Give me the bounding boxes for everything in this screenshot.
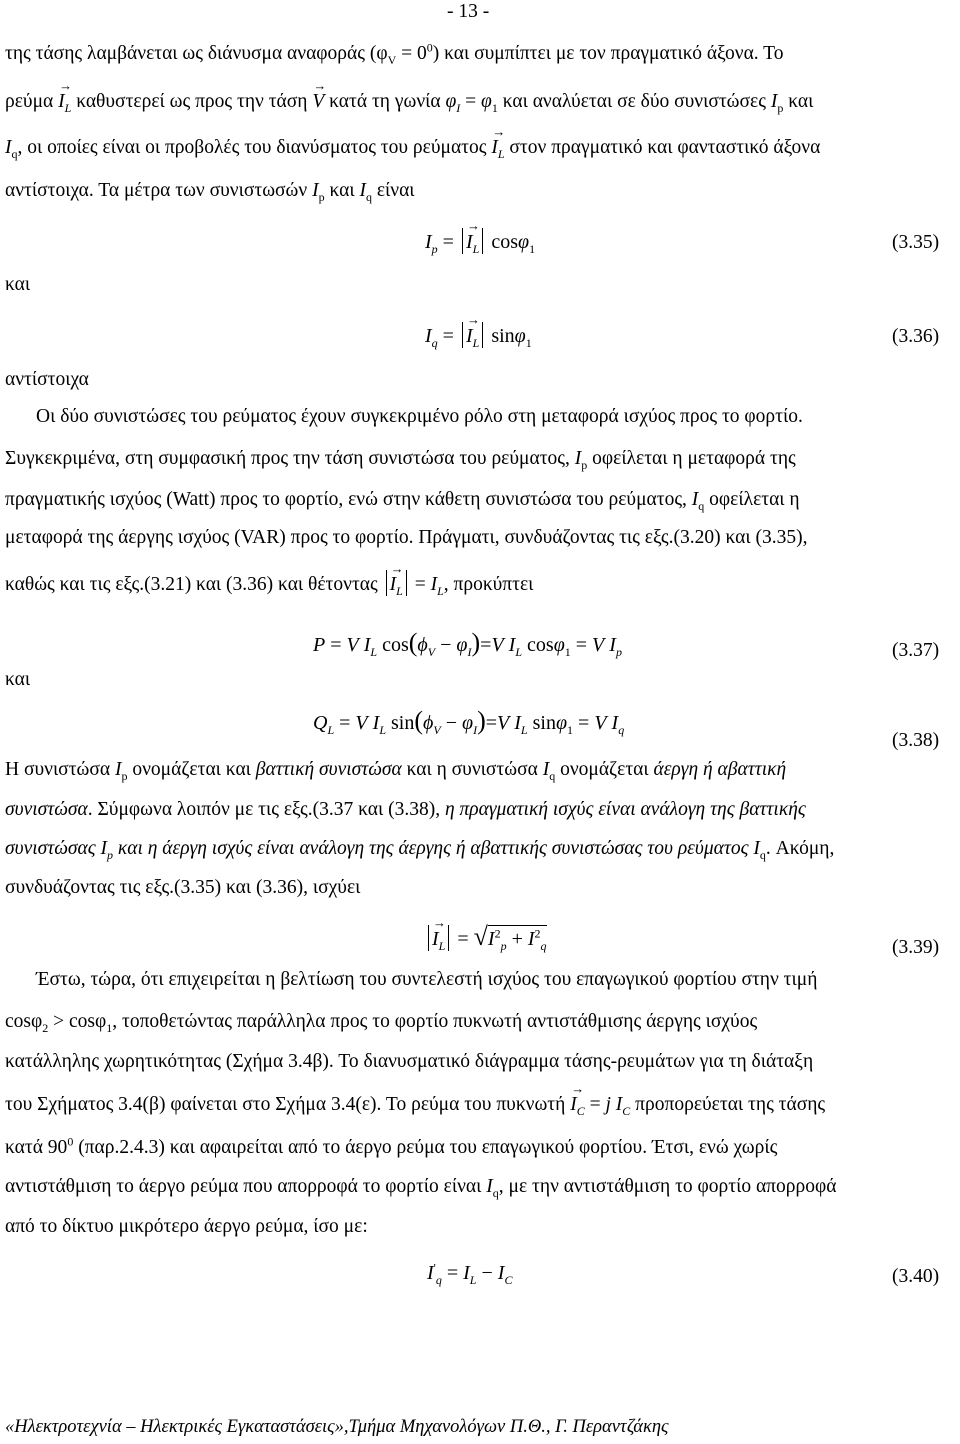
text-line: αντιστάθμιση το άεργο ρεύμα που απορροφά το φορτίο είναι $I_q$, με την αντιστάθμιση το φορτίο απορροφά bbox=[5, 1176, 837, 1200]
equation-number: (3.36) bbox=[892, 326, 940, 347]
text-line: $I_q$, οι οποίες είναι οι προβολές του διανύσματος του $\rho\varepsilon ύ\mu\alpha\tau o\varsigma \to I_L$ στον πραγματικό και φανταστικό άξονα bbox=[5, 138, 820, 158]
text-line: συνιστώσα. Σύμφωνα λοιπόν με τις εξς.(3.37 και (3.38), η πραγματική ισχύς είναι ανάλογη της βαττικής bbox=[5, 799, 806, 820]
equation-3-39: → $I_L = √I^2_p + I^2_q$ bbox=[425, 922, 547, 952]
text-line: Οι δύο συνιστώσες του ρεύματος έχουν συγκεκριμένο ρόλο στη μεταφορά ισχύος προς το φορτίο. bbox=[36, 406, 803, 427]
page-footer: «Ηλεκτροτεχνία – Ηλεκτρικές Εγκαταστάσεις»,Τμήμα Μηχανολόγων Π.Θ., Γ. Περαντζάκης bbox=[5, 1417, 669, 1437]
equation-3-36: $I_q$ = → $I_L$ sinφ$_1$ bbox=[425, 322, 532, 348]
equation-number: (3.39) bbox=[892, 937, 940, 958]
connective-text: και bbox=[5, 274, 31, 295]
equation-number: (3.35) bbox=[892, 232, 940, 253]
equation-3-38: $Q_L = V$ $I_L$ $\sin(\phi_V - \varphi_I)=V$ $I_L$ sinφ$_1$ = V $I_q$ bbox=[313, 706, 625, 737]
text-line: καθώς και τις εξς.(3.21) και (3.36) και $\theta έ\tau o\nu\tau\alpha\varsigma \to I_L = I_L$, προκύπτει bbox=[5, 570, 533, 596]
text-line: συνδυάζοντας τις εξς.(3.35) και (3.36), ισχύει bbox=[5, 877, 361, 898]
text-line: του Σχήματος 3.4(β) φαίνεται στο Σχήμα 3.4(ε). Το ρεύμα του $\pi\upsilon\kappa\nu\omega\tau ή \to I_C = j$ $I_C$ προπορεύεται της τάσης bbox=[5, 1095, 825, 1115]
connective-text: αντίστοιχα bbox=[5, 369, 89, 390]
text-line: Συγκεκριμένα, στη συμφασική προς την τάση συνιστώσα του ρεύματος, $I_p$ οφείλεται η μεταφορά της bbox=[5, 448, 796, 472]
equation-number: (3.37) bbox=[892, 640, 940, 661]
equation-number: (3.38) bbox=[892, 730, 940, 751]
equation-3-35: $I_p$ = → $I_L$ cosφ$_1$ bbox=[425, 228, 535, 254]
text-line: της τάσης λαμβάνεται ως διάνυσμα αναφοράς $(\varphi_V = 0^0)$ και συμπίπτει με τον πραγματικό άξονα. Το bbox=[5, 40, 784, 67]
text-line: cosφ$_2$ > cosφ$_1$, τοποθετώντας παράλληλα προς το φορτίο πυκνωτή αντιστάθμισης άεργης ισχύος bbox=[5, 1011, 758, 1035]
equation-number: (3.40) bbox=[892, 1266, 940, 1287]
text-line: κατάλληλης χωρητικότητας (Σχήμα 3.4β). Το διανυσματικό διάγραμμα τάσης-ρευμάτων για τη διάταξη bbox=[5, 1051, 814, 1072]
equation-3-40: $I'_q = I_L - I_C$ bbox=[427, 1260, 513, 1287]
text-line: Η συνιστώσα $I_p$ ονομάζεται και βαττική συνιστώσα και η συνιστώσα $I_q$ ονομάζεται άεργη ή αβαττική bbox=[5, 759, 787, 783]
page-number: - 13 - bbox=[447, 1, 490, 22]
text-line: από το δίκτυο μικρότερο άεργο ρεύμα, ίσο με: bbox=[5, 1216, 368, 1237]
connective-text: και bbox=[5, 669, 31, 690]
equation-3-37: P = V $I_L$ $\cos(\phi_V - \varphi_I)=V$ $I_L$ cosφ$_1$ = V $I_p$ bbox=[313, 628, 622, 659]
text-line: αντίστοιχα. Τα μέτρα των συνιστωσών $I_p$ και $I_q$ είναι bbox=[5, 180, 415, 204]
text-line: μεταφορά της άεργης ισχύος (VAR) προς το φορτίο. Πράγματι, συνδυάζοντας τις εξς.(3.20) και (3.35), bbox=[5, 527, 808, 548]
text-line: κατά $90^0$ (παρ.2.4.3) και αφαιρείται από το άεργο ρεύμα του επαγωγικού φορτίου. Έτσι, ενώ χωρίς bbox=[5, 1134, 778, 1158]
text-line: $\rho\varepsilon ύ\mu\alpha \to I_L$ καθυστερεί ως προς την τάση → V κατά τη γωνία $\varphi_I = \varphi_1$ και αναλύεται σε δύο συνιστώσες $I_p$ και bbox=[5, 92, 813, 112]
text-line: Έστω, τώρα, ότι επιχειρείται η βελτίωση του συντελεστή ισχύος του επαγωγικού φορτίου στην τιμή bbox=[36, 969, 818, 990]
text-line: πραγματικής ισχύος (Watt) προς το φορτίο, ενώ στην κάθετη συνιστώσα του ρεύματος, $I_q$ οφείλεται η bbox=[5, 489, 800, 513]
text-line: συνιστώσας $I_p$ και η άεργη ισχύς είναι ανάλογη της άεργης ή αβαττικής συνιστώσας του ρεύματος $I_q$. Ακόμη, bbox=[5, 838, 835, 862]
